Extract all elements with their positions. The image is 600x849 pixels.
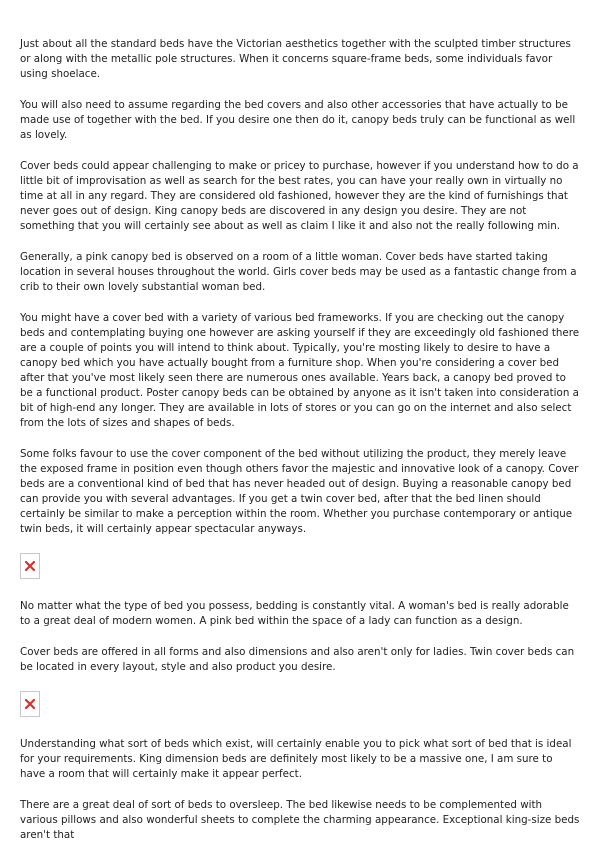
paragraph: There are a great deal of sort of beds to oversleep. The bed likewise needs to be complemented with various pillows and also wonderful sheets to complete the charming appearance. Exceptional king-size beds aren't that <box>20 799 580 841</box>
paragraph: You might have a cover bed with a variety of various bed frameworks. If you are checking out the canopy beds and contemplating buying one however are asking yourself if they are exceedingly old fashioned there are a couple of points you will intend to think about. Typically, you're mosting likely to desire to have a canopy bed which you have actually bought from a furniture shop. When you're considering a cover bed after that you've most likely seen there are numerous ones available. Years back, a canopy bed proved to be a functional product. Poster canopy beds can be obtained by anyone as it isn't taken into consideration a bit of high-end any longer. They are available in lots of stores or you can go on the internet and also select from the lots of sizes and shapes of beds. <box>20 312 580 429</box>
paragraph: Understanding what sort of beds which exist, will certainly enable you to pick what sort of bed that is ideal for your requirements. King dimension beds are definitely most likely to be a massive one, I am sure to have a room that will certainly make it appear perfect. <box>20 738 572 780</box>
article-body <box>20 37 580 849</box>
broken-image-placeholder[interactable] <box>20 553 40 579</box>
paragraph: Some folks favour to use the cover component of the bed without utilizing the product, they merely leave the exposed frame in position even though others favor the majestic and innovative look of a canopy. Cover beds are a conventional kind of bed that has never headed out of design. Buying a reasonable canopy bed can provide you with several advantages. If you get a twin cover bed, after that the bed linen should certainly be similar to make a perception within the room. Whether you purchase contemporary or antique twin beds, it will certainly appear spectacular anyways. <box>20 448 579 535</box>
paragraph: No matter what the type of bed you possess, bedding is constantly vital. A woman's bed is really adorable to a great deal of modern women. A pink bed within the space of a lady can function as a design. <box>20 600 569 627</box>
paragraph: Cover beds are offered in all forms and also dimensions and also aren't only for ladies. Twin cover beds can be located in every layout, style and also product you desire. <box>20 646 575 673</box>
broken-image-icon <box>25 561 35 571</box>
broken-image-icon <box>25 699 35 709</box>
paragraph: You will also need to assume regarding the bed covers and also other accessories that have actually to be made use of together with the bed. If you desire one then do it, canopy beds truly can be functional as well as lovely. <box>20 99 576 141</box>
paragraph: Cover beds could appear challenging to make or pricey to purchase, however if you understand how to do a little bit of improvisation as well as search for the best rates, you can have your really own in virtually no time at all in any regard. They are considered old fashioned, however they are the kind of furnishings that never goes out of design. King canopy beds are discovered in any design you desire. They are not something that you will certainly see about as well as claim I like it and also not the really following min. <box>20 160 579 232</box>
paragraph: Just about all the standard beds have the Victorian aesthetics together with the sculpted timber structures or along with the metallic pole structures. When it concerns square-frame beds, some individuals favor using shoelace. <box>20 38 571 80</box>
paragraph: Generally, a pink canopy bed is observed on a room of a little woman. Cover beds have started taking location in several houses throughout the world. Girls cover beds may be used as a fantastic change from a crib to their own lovely substantial woman bed. <box>20 251 577 293</box>
broken-image-placeholder[interactable] <box>20 691 40 717</box>
